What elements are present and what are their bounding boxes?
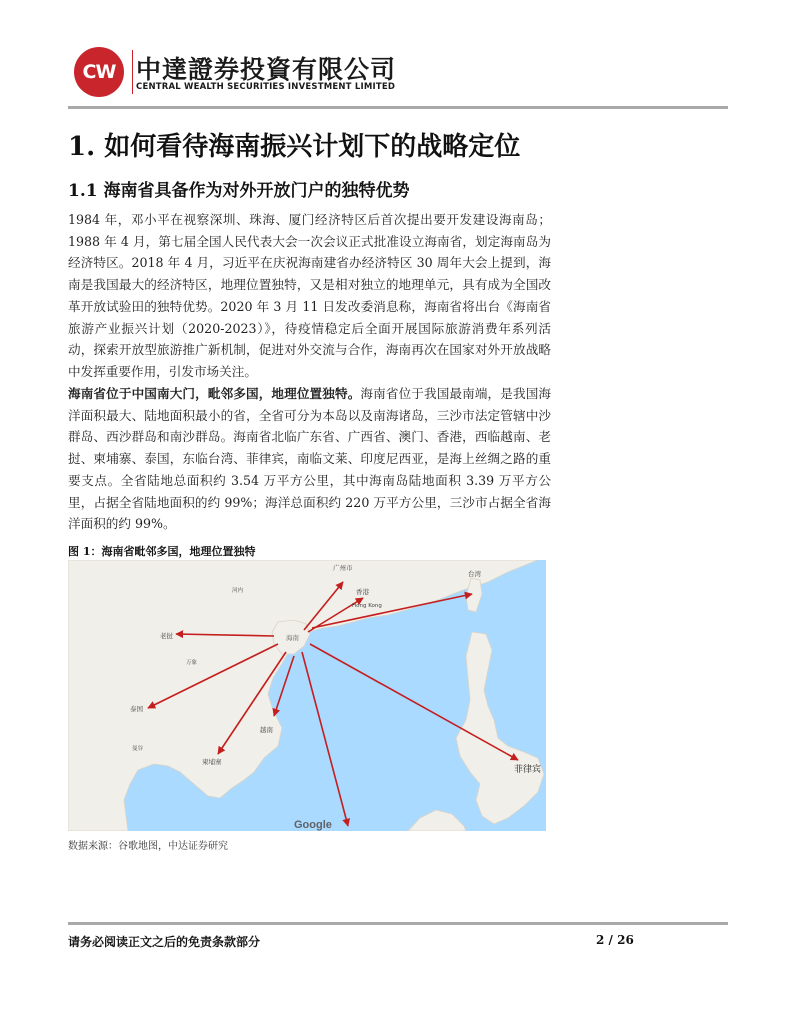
label-vietnam: 越南: [260, 726, 273, 734]
paragraph-geography: [68, 383, 551, 535]
figure-title: 图 1：海南省毗邻多国，地理位置独特: [68, 545, 256, 558]
section-subtitle: 1.1 海南省具备作为对外开放门户的独特优势: [68, 181, 410, 201]
label-taiwan: 台湾: [468, 570, 481, 578]
label-vientiane: 万象: [186, 660, 198, 666]
google-logo: Google: [294, 819, 332, 831]
paragraph-history: 1984 年，邓小平在视察深圳、珠海、厦门经济特区后首次提出要开发建设海南岛；1988 年 4 月，第七届全国人民代表大会一次会议正式批准设立海南省，划定海南岛为经济特区。2018 年 4 月，习近平在庆祝海南建省办经济特区 30 周年大会上提到，海南是我国最大的经济特区，地理位置独特，又是相对独立的地理单元，具有成为全国改革开放试验田的独特优势。2020 年 3 月 11 日发改委消息称，海南省将出台《海南省旅游产业振兴计划（2020-2023）》，待疫情稳定后全面开展国际旅游消费年系列活动，探索开放型旅游推广新机制，促进对外交流与合作，海南再次在国家对外开放战略中发挥重要作用，引发市场关注。: [68, 212, 551, 379]
footer-disclaimer: 请务必阅读正文之后的免责条款部分: [68, 935, 261, 949]
label-hongkong: 香港: [356, 588, 369, 596]
section-title: 1. 如何看待海南振兴计划下的战略定位: [68, 132, 521, 162]
header-divider: [68, 106, 728, 109]
label-hongkong-en: Hong Kong: [352, 603, 382, 609]
label-hanoi: 河内: [232, 588, 244, 594]
label-cambodia: 柬埔寨: [202, 758, 222, 766]
company-logo: [74, 47, 124, 97]
company-name-en: CENTRAL WEALTH SECURITIES INVESTMENT LIMITED: [136, 82, 396, 92]
logo-text: CW: [82, 61, 116, 83]
company-name-cn: 中達證券投資有限公司: [136, 55, 397, 84]
label-hainan: 海南: [286, 634, 299, 642]
paragraph-body: 海南省位于我国最南端，是我国海洋面积最大、陆地面积最小的省，全省可分为本岛以及南海诸岛，三沙市法定管辖中沙群岛、西沙群岛和南沙群岛。海南省北临广东省、广西省、澳门、香港，西临越南、老挝、柬埔寨、泰国，东临台湾、菲律宾，南临文莱、印度尼西亚，是海上丝绸之路的重要支点。全省陆地总面积约 3.54 万平方公里，其中海南岛陆地面积 3.39 万平方公里，占据全省陆地面积的约 99%；海洋总面积约 220 万平方公里，三沙市占据全省海洋面积的约 99%。: [68, 386, 552, 532]
hainan-map: [68, 560, 546, 831]
label-philippines: 菲律宾: [514, 765, 542, 775]
report-header: [68, 44, 728, 104]
figure-source: 数据来源：谷歌地图，中达证券研究: [68, 841, 228, 852]
paragraph-lead: 海南省位于中国南大门，毗邻多国，地理位置独特。: [68, 386, 361, 401]
label-guangzhou: 广州市: [333, 564, 353, 572]
page-number: 2 / 26: [596, 933, 634, 947]
logo-divider: [132, 50, 133, 94]
label-laos: 老挝: [160, 632, 173, 640]
footer-divider: [68, 922, 728, 925]
label-bangkok: 曼谷: [132, 746, 144, 752]
label-thailand: 泰国: [130, 705, 143, 713]
